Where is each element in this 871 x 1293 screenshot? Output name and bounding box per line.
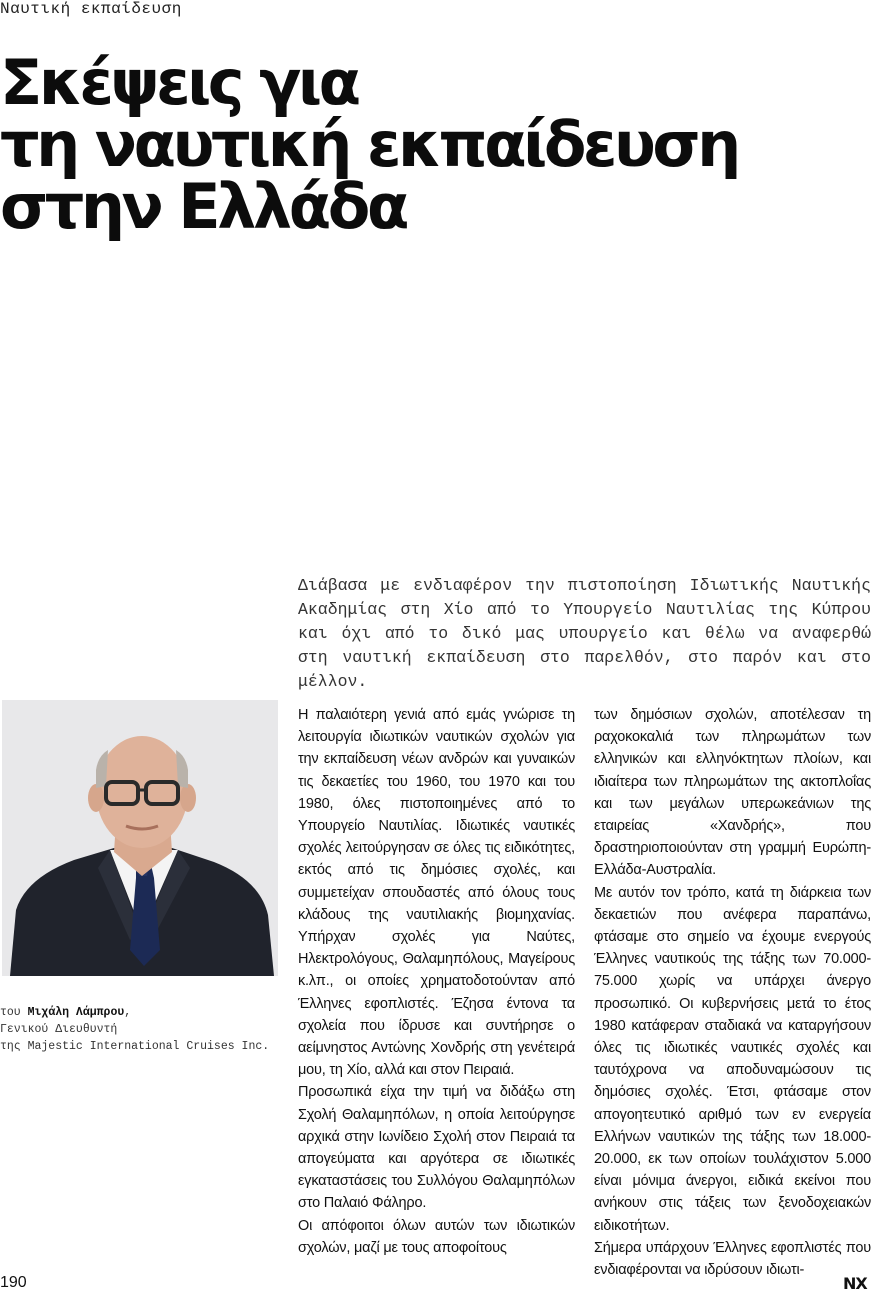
paragraph: Σήμερα υπάρχουν Έλληνες εφοπλιστές που ενδιαφέρονται να ιδρύσουν ιδιωτι-: [594, 1239, 871, 1279]
author-caption: [0, 1004, 269, 1055]
paragraph: Η παλαιότερη γενιά από εμάς γνώρισε τη λειτουργία ιδιωτικών ναυτικών σχολών για την εκπαίδευση νέων ανδρών και γυναικών τις δεκαετίες του 1960, του 1970 και του 1980, όλες πιστοποιημένες από το Υπουργείο Ναυτιλίας. Ιδιωτικές ναυτικές σχολές λειτούργησαν σε όλες τις ειδικότητες, εκτός από τις δημόσιες σχολές, και συμμετείχαν σπουδαστές από όλους τους κλάδους της ναυτιλιακής βιομηχανίας. Υπήρχαν σχολές για Ναύτες, Ηλεκτρολόγους, Θαλαμηπόλους, Μαγείρους κ.λπ., οι οποίες χρηματοδοτούνταν από Έλληνες εφοπλιστές. Έζησα έντονα τα σχολεία που ίδρυσε και συντήρησε ο αείμνηστος Αντώνης Χονδρής στη γενέτειρά μου, τη Χίο, αλλά και στον Πειραιά.: [298, 707, 575, 1079]
author-role: Γενικού Διευθυντή: [0, 1023, 118, 1036]
paragraph: Προσωπικά είχα την τιμή να διδάξω στη Σχολή Θαλαμηπόλων, η οποία λειτούργησε αρχικά στην Ιωνίδειο Σχολή στον Πειραιά τα απογεύματα και αργότερα σε ιδιωτικές εγκαταστάσεις του Συλλόγου Θαλαμηπόλων στο Παλαιό Φάληρο.: [298, 1084, 575, 1212]
author-suffix: ,: [124, 1006, 132, 1019]
article-lede: Διάβασα με ενδιαφέρον την πιστοποίηση Ιδιωτικής Ναυτικής Ακαδημίας στη Χίο από το Υπουργείο Ναυτιλίας της Κύπρου και όχι από το δικό μας υπουργείο και θέλω να αναφερθώ στη ναυτική εκπαίδευση στο παρελθόν, στο παρόν και στο μέλλον.: [298, 576, 871, 691]
paragraph: των δημόσιων σχολών, αποτέλεσαν τη ραχοκοκαλιά των πληρωμάτων των ελληνικών και ελληνόκτητων πλοίων, και ιδιαίτερα των πληρωμάτων της ακτοπλοΐας και των μεγάλων υπερωκεάνιων της εταιρείας «Χανδρής», που δραστηριοποιούνταν στη γραμμή Ευρώπη-Ελλάδα-Αυστραλία.: [594, 707, 871, 879]
section-label: Ναυτική εκπαίδευση: [0, 0, 182, 18]
page-number: 190: [0, 1274, 27, 1291]
body-column-1: [298, 704, 575, 1256]
paragraph: Οι απόφοιτοι όλων αυτών των ιδιωτικών σχολών, μαζί με τους αποφοίτους: [298, 1217, 575, 1256]
author-photo: [2, 700, 278, 976]
title-line-2: τη ναυτική εκπαίδευση: [0, 108, 738, 181]
title-line-3: στην Ελλάδα: [0, 170, 406, 243]
publication-logo: NX: [843, 1274, 867, 1293]
author-prefix: του: [0, 1006, 21, 1019]
body-column-2: [594, 704, 871, 1279]
author-name: Μιχάλη Λάμπρου: [27, 1006, 125, 1019]
author-company: της Majestic International Cruises Inc.: [0, 1040, 270, 1053]
author-portrait-icon: [2, 700, 278, 976]
title-line-1: Σκέψεις για: [0, 46, 358, 119]
author-byline: [0, 1004, 269, 1021]
article-title: [0, 46, 738, 243]
paragraph: Με αυτόν τον τρόπο, κατά τη διάρκεια των δεκαετιών που ανέφερα παραπάνω, φτάσαμε στο σημείο να έχουμε ενεργούς Έλληνες ναυτικούς της τάξης των 70.000-75.000 χωρίς να υπάρχει άνεργο προσωπικό. Οι κυβερνήσεις μετά το έτος 1980 κατάφεραν σταδιακά να καταργήσουν όλες τις ιδιωτικές ναυτικές σχολές και ταυτόχρονα να αποδυναμώσουν τις δημόσιες σχολές. Έτσι, φτάσαμε στον απογοητευτικό αριθμό των εν ενεργεία Ελλήνων ναυτικών της τάξης των 18.000-20.000, εκ των οποίων τουλάχιστον 5.000 είναι μόνιμα άνεργοι, ειδικά εκείνοι που ανήκουν στις τάξεις των ξενοδοχειακών ειδικοτήτων.: [594, 884, 871, 1234]
